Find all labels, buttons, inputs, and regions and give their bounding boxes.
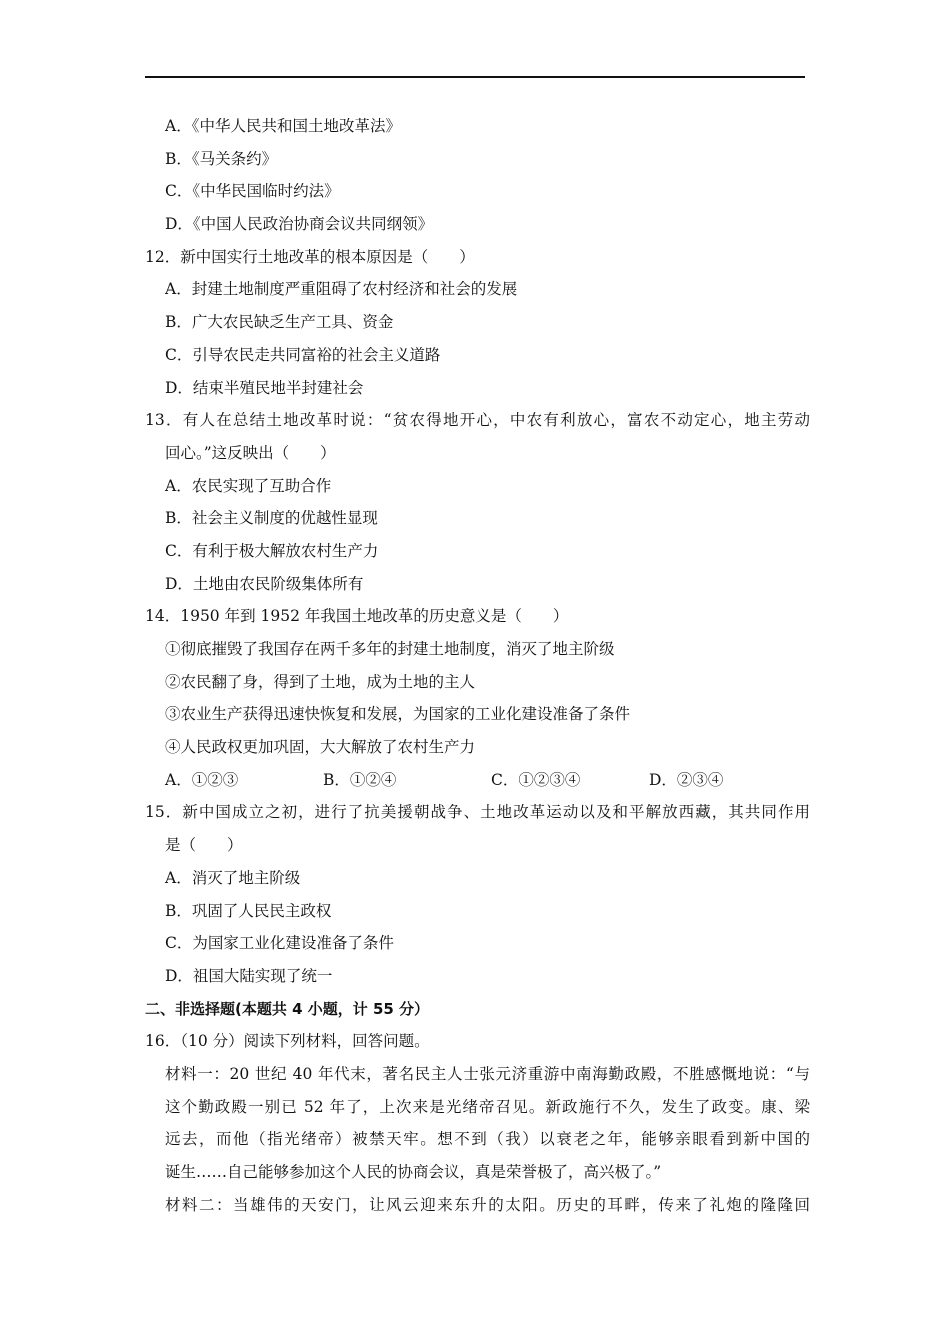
q15-option-c: C．为国家工业化建设准备了条件 [165, 934, 394, 953]
q12-option-a: A．封建土地制度严重阻碍了农村经济和社会的发展 [165, 280, 518, 299]
q13-stem-line1: 13．有人在总结土地改革时说：“贫农得地开心，中农有利放心，富农不动定心，地主劳动 [145, 411, 810, 430]
q15-stem-line2: 是（ ） [165, 836, 243, 855]
q16-material1-line1: 材料一：20 世纪 40 年代末，著名民主人士张元济重游中南海勤政殿，不胜感慨地说：“与 [165, 1064, 810, 1083]
q12-option-d: D．结束半殖民地半封建社会 [165, 378, 364, 397]
q14-option-d: D．②③④ [649, 770, 724, 789]
q15-option-d: D．祖国大陆实现了统一 [165, 966, 333, 985]
q14-item-1: ①彻底摧毁了我国存在两千多年的封建土地制度，消灭了地主阶级 [165, 640, 615, 658]
q12-option-b: B．广大农民缺乏生产工具、资金 [165, 313, 394, 332]
q14-item-4: ④人民政权更加巩固，大大解放了农村生产力 [165, 738, 476, 757]
q14-item-3: ③农业生产获得迅速快恢复和发展，为国家的工业化建设准备了条件 [165, 705, 631, 724]
q14-option-c: C．①②③④ [491, 770, 581, 789]
q14-stem: 14．1950 年到 1952 年我国土地改革的历史意义是（ ） [145, 607, 569, 626]
q14-options-row [145, 764, 810, 797]
q14-item-2: ②农民翻了身，得到了土地，成为土地的主人 [165, 672, 476, 691]
q15-option-b: B．巩固了人民民主政权 [165, 901, 332, 920]
q13-option-a: A．农民实现了互助合作 [165, 476, 332, 495]
q13-option-d: D．土地由农民阶级集体所有 [165, 574, 364, 593]
q12-option-c: C．引导农民走共同富裕的社会主义道路 [165, 345, 441, 364]
q16-material1-line3: 远去，而他（指光绪帝）被禁天牢。想不到（我）以衰老之年，能够亲眼看到新中国的 [165, 1130, 810, 1149]
q14-option-a: A．①②③ [165, 770, 239, 789]
q15-option-a: A．消灭了地主阶级 [165, 868, 301, 887]
q15-stem-line1: 15．新中国成立之初，进行了抗美援朝战争、土地改革运动以及和平解放西藏，其共同作用 [145, 803, 810, 822]
exam-page [145, 110, 810, 1221]
q13-option-c: C．有利于极大解放农村生产力 [165, 541, 379, 560]
header-rule [145, 76, 805, 78]
q16-stem: 16．（10 分）阅读下列材料，回答问题。 [145, 1032, 430, 1051]
q16-material1-line2: 这个勤政殿一别已 52 年了，上次来是光绪帝召见。新政施行不久，发生了政变。康、梁 [165, 1097, 810, 1116]
q14-option-b: B．①②④ [323, 770, 397, 789]
q16-material2-line1: 材料二：当雄伟的天安门，让风云迎来东升的太阳。历史的耳畔，传来了礼炮的隆隆回 [165, 1195, 810, 1214]
q11-option-b: B．《马关条约》 [165, 149, 278, 168]
q11-option-d: D．《中国人民政治协商会议共同纲领》 [165, 215, 434, 234]
section-2-heading: 二、非选择题(本题共 4 小题，计 55 分） [145, 999, 430, 1018]
q11-option-c: C．《中华民国临时约法》 [165, 182, 340, 201]
q13-stem-line2: 回心。”这反映出（ ） [165, 443, 336, 462]
q13-option-b: B．社会主义制度的优越性显现 [165, 509, 378, 528]
q16-material1-line4: 诞生……自己能够参加这个人民的协商会议，真是荣誉极了，高兴极了。” [165, 1163, 662, 1181]
q11-option-a: A．《中华人民共和国土地改革法》 [165, 117, 401, 135]
q12-stem: 12．新中国实行土地改革的根本原因是（ ） [145, 247, 475, 266]
